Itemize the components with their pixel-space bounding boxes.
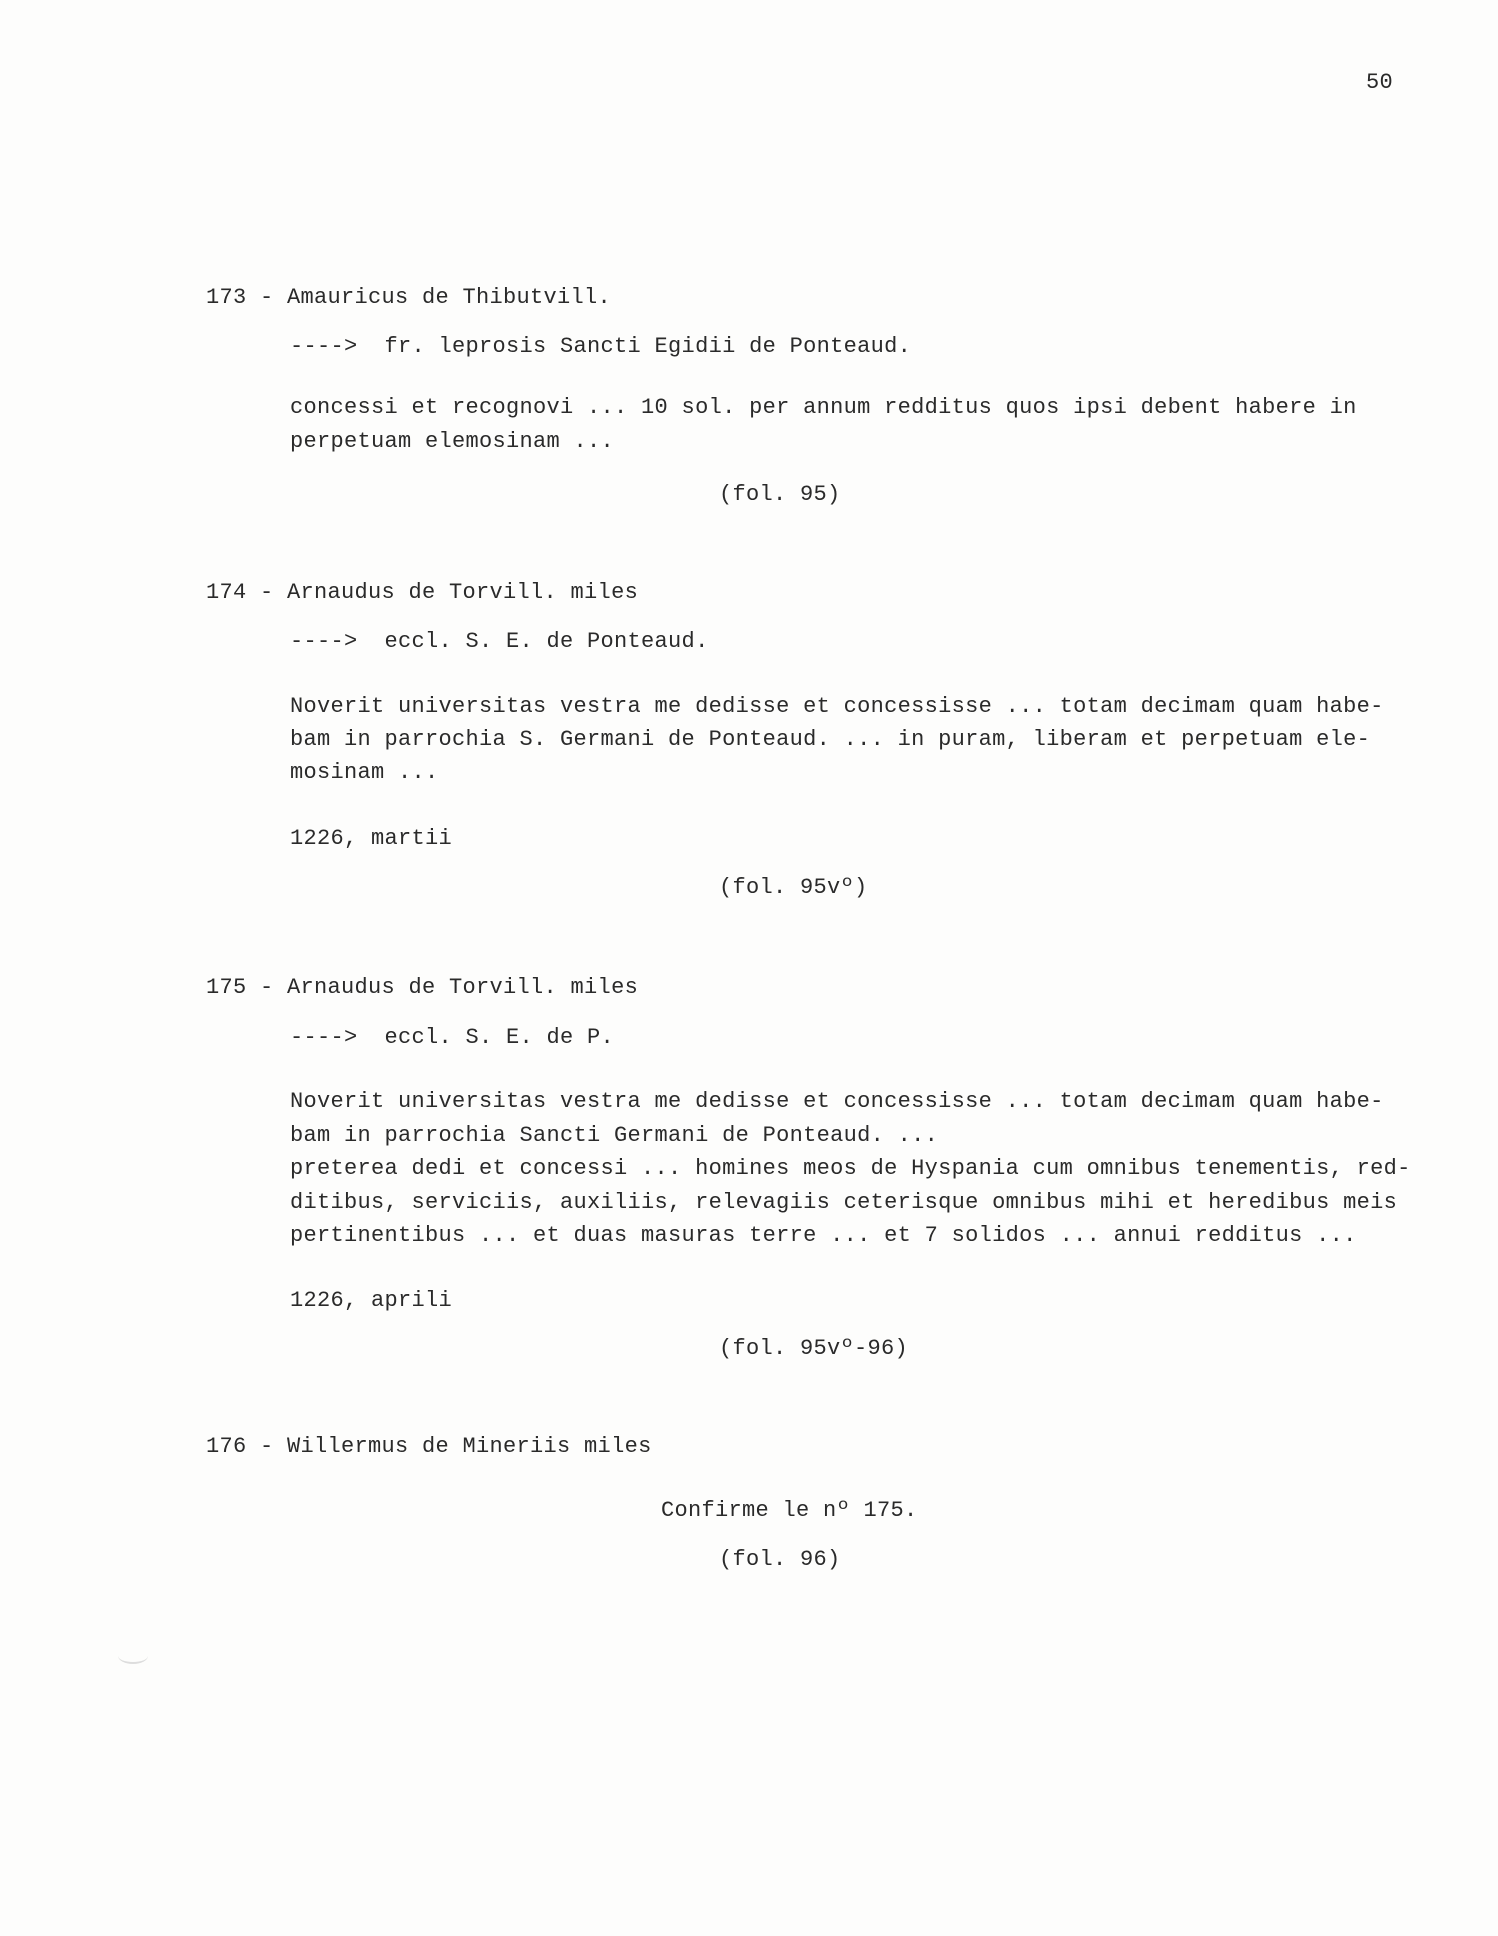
- entry-heading: 174 - Arnaudus de Torvill. miles: [206, 580, 639, 605]
- entry-text-line: bam in parrochia Sancti Germani de Ponteaud. ...: [290, 1123, 939, 1148]
- entry-date: 1226, aprili: [290, 1288, 453, 1313]
- folio-reference: (fol. 95vº-96): [719, 1336, 909, 1361]
- entry-heading: 176 - Willermus de Mineriis miles: [206, 1434, 652, 1459]
- entry-note: Confirme le nº 175.: [661, 1498, 918, 1523]
- entry-text-line: mosinam ...: [290, 760, 439, 785]
- entry-text-line: pertinentibus ... et duas masuras terre ... et 7 solidos ... annui redditus ...: [290, 1223, 1357, 1248]
- folio-reference: (fol. 96): [719, 1547, 841, 1572]
- entry-text-line: perpetuam elemosinam ...: [290, 429, 615, 454]
- folio-reference: (fol. 95): [719, 482, 841, 507]
- entry-heading: 175 - Arnaudus de Torvill. miles: [206, 975, 639, 1000]
- entry-text-line: concessi et recognovi ... 10 sol. per annum redditus quos ipsi debent habere in: [290, 395, 1357, 420]
- entry-text-line: ditibus, serviciis, auxiliis, relevagiis ceterisque omnibus mihi et heredibus meis: [290, 1190, 1398, 1215]
- entry-recipient: ----> eccl. S. E. de P.: [290, 1025, 615, 1050]
- entry-heading: 173 - Amauricus de Thibutvill.: [206, 285, 612, 310]
- entry-text-line: Noverit universitas vestra me dedisse et concessisse ... totam decimam quam habe-: [290, 694, 1384, 719]
- ink-smudge: [118, 1648, 148, 1664]
- entry-text-line: preterea dedi et concessi ... homines meos de Hyspania cum omnibus tenementis, red-: [290, 1156, 1411, 1181]
- page-number: 50: [1366, 70, 1394, 95]
- folio-reference: (fol. 95vº): [719, 875, 868, 900]
- entry-recipient: ----> eccl. S. E. de Ponteaud.: [290, 629, 709, 654]
- entry-text-line: bam in parrochia S. Germani de Ponteaud. ... in puram, liberam et perpetuam ele-: [290, 727, 1371, 752]
- entry-date: 1226, martii: [290, 826, 453, 851]
- entry-recipient: ----> fr. leprosis Sancti Egidii de Ponteaud.: [290, 334, 912, 359]
- entry-text-line: Noverit universitas vestra me dedisse et concessisse ... totam decimam quam habe-: [290, 1089, 1384, 1114]
